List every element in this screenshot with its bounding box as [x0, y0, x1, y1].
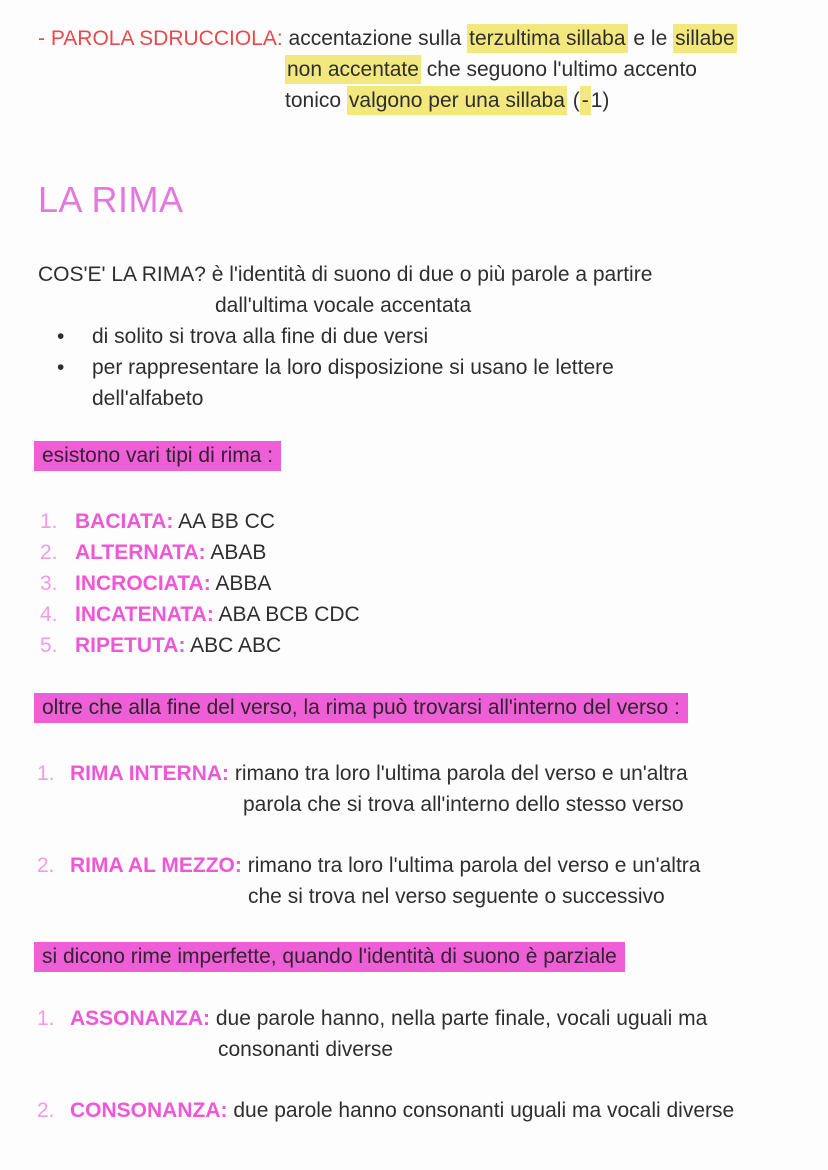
item-label: RIPETUTA:	[75, 634, 186, 657]
pink-highlight-interno: oltre che alla fine del verso, la rima può trovarsi all'interno del verso :	[34, 693, 688, 723]
item-number: 2.	[37, 854, 55, 877]
item-value: ABAB	[210, 541, 267, 564]
bullet-text: di solito si trova alla fine di due versi	[92, 325, 429, 348]
yellow-highlight-dash: -	[580, 86, 591, 115]
item-label: ALTERNATA:	[75, 541, 206, 564]
sdrucciola-text: tonico	[285, 89, 342, 112]
item-number: 1.	[40, 510, 58, 533]
list-item-incatenata	[40, 599, 828, 630]
bullet-text-continuation: dell'alfabeto	[92, 387, 204, 410]
item-label: CONSONANZA:	[70, 1099, 228, 1122]
item-value: AA BB CC	[178, 510, 275, 533]
definition-line-1: COS'E' LA RIMA? è l'identità di suono di due o più parole a partire	[38, 263, 653, 286]
item-number: 2.	[37, 1099, 55, 1122]
sdrucciola-text: e le	[633, 27, 668, 50]
item-label: BACIATA:	[75, 510, 174, 533]
item-description: due parole hanno, nella parte finale, vocali uguali ma	[215, 1007, 708, 1030]
item-description-continuation: parola che si trova all'interno dello stesso verso	[243, 793, 684, 816]
pink-highlight-imperfette: si dicono rime imperfette, quando l'identità di suono è parziale	[34, 942, 625, 972]
item-line-1	[37, 1003, 828, 1034]
item-label: RIMA INTERNA:	[70, 762, 230, 785]
sdrucciola-text: accentazione sulla	[288, 27, 462, 50]
item-line-1	[37, 758, 828, 789]
middle-rhyme-item	[0, 850, 828, 912]
item-description: rimano tra loro l'ultima parola del verso e un'altra	[234, 762, 688, 785]
sdrucciola-paragraph	[0, 23, 828, 116]
list-item-ripetuta	[40, 630, 828, 661]
consonance-item	[0, 1095, 828, 1126]
bullet-text: per rappresentare la loro disposizione si usano le lettere	[92, 356, 614, 379]
item-label: RIMA AL MEZZO:	[70, 854, 242, 877]
assonance-item	[0, 1003, 828, 1065]
sdrucciola-line-3	[285, 85, 828, 116]
item-number: 5.	[40, 634, 58, 657]
item-number: 1.	[37, 762, 55, 785]
page-title-la-rima: LA RIMA	[38, 179, 184, 220]
item-value: ABC ABC	[190, 634, 282, 657]
bullet-list	[0, 321, 828, 414]
item-label: INCATENATA:	[75, 603, 214, 626]
definition-paragraph	[0, 259, 828, 321]
item-line-1	[37, 1095, 828, 1126]
yellow-highlight-sillabe: sillabe	[673, 24, 737, 53]
definition-line-2: dall'ultima vocale accentata	[215, 294, 472, 317]
item-number: 2.	[40, 541, 58, 564]
sdrucciola-line-1	[38, 23, 828, 54]
yellow-highlight-terzultima: terzultima sillaba	[467, 24, 627, 53]
bullet-icon: •	[57, 325, 65, 348]
item-label: INCROCIATA:	[75, 572, 211, 595]
item-value: ABA BCB CDC	[218, 603, 360, 626]
item-description: due parole hanno consonanti uguali ma vocali diverse	[233, 1099, 735, 1122]
pink-highlight-tipi: esistono vari tipi di rima :	[34, 441, 281, 471]
yellow-highlight-valgono: valgono per una sillaba	[347, 86, 567, 115]
list-item-alternata	[40, 537, 828, 568]
item-description: rimano tra loro l'ultima parola del verso e un'altra	[247, 854, 701, 877]
item-label: ASSONANZA:	[70, 1007, 210, 1030]
sdrucciola-line-2	[285, 54, 828, 85]
item-number: 3.	[40, 572, 58, 595]
bullet-icon: •	[57, 356, 65, 379]
item-description-continuation: che si trova nel verso seguente o successivo	[248, 885, 665, 908]
sdrucciola-text: (	[572, 89, 580, 112]
bullet-item	[57, 321, 828, 352]
internal-rhyme-item	[0, 758, 828, 820]
list-item-baciata	[40, 506, 828, 537]
item-number: 4.	[40, 603, 58, 626]
item-line-1	[37, 850, 828, 881]
list-item-incrociata	[40, 568, 828, 599]
yellow-highlight-non-accentate: non accentate	[285, 55, 421, 84]
item-number: 1.	[37, 1007, 55, 1030]
item-description-continuation: consonanti diverse	[218, 1038, 394, 1061]
rhyme-types-list	[0, 506, 828, 661]
sdrucciola-text: che seguono l'ultimo accento	[426, 58, 697, 81]
sdrucciola-term: - PAROLA SDRUCCIOLA:	[38, 27, 283, 50]
bullet-item	[57, 352, 828, 383]
item-value: ABBA	[215, 572, 272, 595]
sdrucciola-text: 1)	[590, 89, 610, 112]
